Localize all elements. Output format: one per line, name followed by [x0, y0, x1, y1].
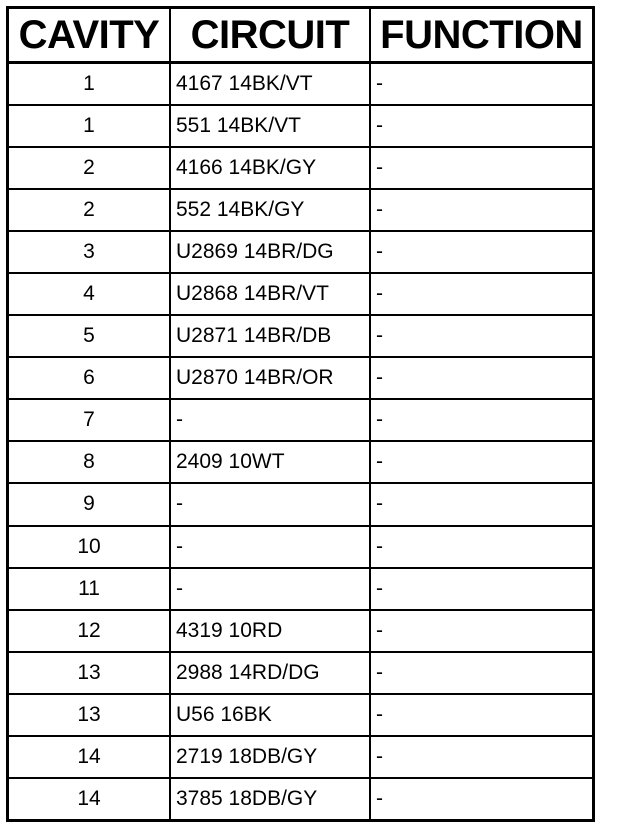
table-row — [9, 483, 592, 525]
cavity-cell: 2 — [9, 147, 170, 189]
cavity-cell: 8 — [9, 441, 170, 483]
circuit-cell: U2868 14BR/VT — [170, 273, 370, 315]
circuit-cell: - — [170, 399, 370, 441]
function-cell: - — [370, 231, 592, 273]
function-cell: - — [376, 786, 383, 810]
circuit-cell: U2869 14BR/DG — [170, 231, 370, 273]
function-cell: - — [370, 652, 592, 694]
cavity-cell: 14 — [9, 778, 170, 819]
function-cell: - — [370, 105, 592, 147]
function-cell: - — [370, 694, 592, 736]
connector-pinout-table-frame — [6, 6, 595, 822]
table-row — [9, 526, 592, 568]
circuit-cell: 4167 14BK/VT — [170, 63, 370, 106]
function-cell: - — [370, 736, 592, 778]
function-cell: - — [370, 483, 592, 525]
circuit-cell: 3785 18DB/GY — [170, 778, 370, 819]
circuit-cell: U2870 14BR/OR — [170, 357, 370, 399]
cavity-cell: 4 — [9, 273, 170, 315]
circuit-cell: U56 16BK — [170, 694, 370, 736]
cavity-cell: 12 — [9, 610, 170, 652]
table-row — [9, 610, 592, 652]
table-row — [9, 105, 592, 147]
circuit-cell: 2409 10WT — [170, 441, 370, 483]
table-row — [9, 63, 592, 106]
cavity-cell: 10 — [9, 526, 170, 568]
table-row — [9, 231, 592, 273]
table-row — [9, 189, 592, 231]
function-cell: - — [370, 568, 592, 610]
function-cell: - — [370, 273, 592, 315]
table-body — [9, 63, 592, 820]
cavity-cell: 2 — [9, 189, 170, 231]
header-cavity: CAVITY — [9, 9, 170, 63]
cavity-cell: 6 — [9, 357, 170, 399]
cavity-cell: 3 — [9, 231, 170, 273]
function-cell: - — [370, 441, 592, 483]
cavity-cell: 9 — [9, 483, 170, 525]
circuit-cell: - — [170, 568, 370, 610]
table-header-row — [9, 9, 592, 63]
table-row — [9, 694, 592, 736]
circuit-cell: 551 14BK/VT — [170, 105, 370, 147]
function-cell: - — [370, 610, 592, 652]
cavity-cell: 5 — [9, 315, 170, 357]
table-row — [9, 778, 592, 819]
cavity-cell: 13 — [9, 694, 170, 736]
cavity-cell: 11 — [9, 568, 170, 610]
cavity-cell: 13 — [9, 652, 170, 694]
table-row — [9, 147, 592, 189]
table-row — [9, 357, 592, 399]
cavity-cell: 7 — [9, 399, 170, 441]
function-cell: - — [370, 189, 592, 231]
circuit-cell: - — [170, 526, 370, 568]
function-cell: - — [370, 147, 592, 189]
circuit-cell: 552 14BK/GY — [170, 189, 370, 231]
header-function: FUNCTION — [370, 9, 592, 63]
circuit-cell: 4319 10RD — [170, 610, 370, 652]
table-row — [9, 736, 592, 778]
function-cell: - — [370, 357, 592, 399]
header-circuit: CIRCUIT — [170, 9, 370, 63]
connector-pinout-table — [9, 9, 592, 819]
table-row — [9, 273, 592, 315]
circuit-cell: 4166 14BK/GY — [170, 147, 370, 189]
circuit-cell: U2871 14BR/DB — [170, 315, 370, 357]
function-cell: - — [370, 63, 592, 106]
circuit-cell: 2719 18DB/GY — [170, 736, 370, 778]
cavity-cell: 14 — [9, 736, 170, 778]
table-row — [9, 652, 592, 694]
cavity-cell: 1 — [9, 63, 170, 106]
function-cell: - — [370, 315, 592, 357]
table-row — [9, 441, 592, 483]
circuit-cell: - — [170, 483, 370, 525]
circuit-cell: 2988 14RD/DG — [170, 652, 370, 694]
table-row — [9, 315, 592, 357]
function-cell: - — [370, 526, 592, 568]
cavity-cell: 1 — [9, 105, 170, 147]
table-row — [9, 399, 592, 441]
table-row — [9, 568, 592, 610]
function-cell: - — [370, 399, 592, 441]
